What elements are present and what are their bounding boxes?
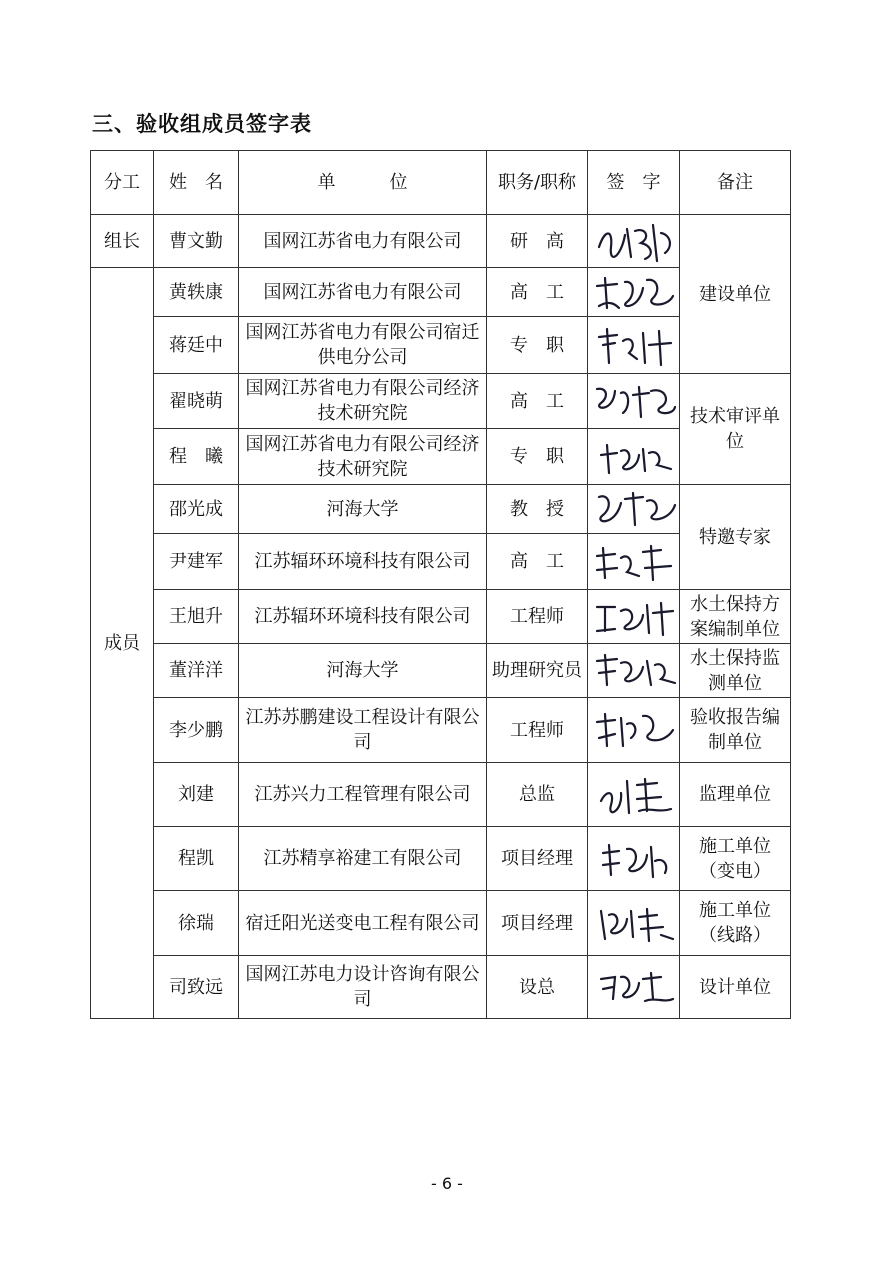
table-row: [91, 590, 791, 644]
signature-cell: [588, 374, 680, 429]
handwritten-signature: [591, 377, 677, 425]
signature-cell: [588, 268, 680, 317]
handwritten-signature: [591, 835, 677, 883]
member-unit: 国网江苏电力设计咨询有限公司: [239, 956, 487, 1019]
signature-cell: [588, 534, 680, 590]
signature-cell: [588, 644, 680, 698]
member-unit: 国网江苏省电力有限公司经济技术研究院: [239, 374, 487, 429]
member-title: 高 工: [487, 374, 588, 429]
table-row: [91, 215, 791, 268]
handwritten-signature: [591, 963, 677, 1011]
handwritten-signature: [591, 485, 677, 533]
handwritten-signature: [591, 268, 677, 316]
remark-tech-review: 技术审评单位: [680, 374, 791, 485]
remark-report: 验收报告编制单位: [680, 698, 791, 763]
member-unit: 江苏苏鹏建设工程设计有限公司: [239, 698, 487, 763]
member-title: 助理研究员: [487, 644, 588, 698]
member-name: 黄轶康: [154, 268, 239, 317]
member-name: 司致远: [154, 956, 239, 1019]
header-role: 分工: [91, 151, 154, 215]
member-unit: 河海大学: [239, 644, 487, 698]
member-name: 翟晓萌: [154, 374, 239, 429]
remark-construction-line: 施工单位（线路）: [680, 891, 791, 956]
member-unit: 江苏辐环环境科技有限公司: [239, 590, 487, 644]
signature-cell: [588, 317, 680, 374]
handwritten-signature: [591, 217, 677, 265]
header-unit: 单 位: [239, 151, 487, 215]
header-signature: 签 字: [588, 151, 680, 215]
remark-soil-monitor: 水土保持监测单位: [680, 644, 791, 698]
signature-table: [90, 150, 791, 1019]
signature-cell: [588, 956, 680, 1019]
table-row: [91, 374, 791, 429]
member-unit: 河海大学: [239, 485, 487, 534]
signature-cell: [588, 429, 680, 485]
member-title: 高 工: [487, 268, 588, 317]
member-title: 专 职: [487, 317, 588, 374]
role-member: 成员: [91, 268, 154, 1019]
remark-construction-substation: 施工单位（变电）: [680, 827, 791, 891]
page-number: - 6 -: [431, 1174, 463, 1193]
remark-design: 设计单位: [680, 956, 791, 1019]
member-name: 王旭升: [154, 590, 239, 644]
signature-cell: [588, 215, 680, 268]
member-title: 高 工: [487, 534, 588, 590]
member-name: 董洋洋: [154, 644, 239, 698]
table-row: [91, 827, 791, 891]
header-row: [91, 151, 791, 215]
handwritten-signature: [591, 706, 677, 754]
member-name: 尹建军: [154, 534, 239, 590]
member-unit: 国网江苏省电力有限公司宿迁供电分公司: [239, 317, 487, 374]
member-unit: 国网江苏省电力有限公司: [239, 215, 487, 268]
member-title: 项目经理: [487, 827, 588, 891]
member-name: 程凯: [154, 827, 239, 891]
table-row: [91, 956, 791, 1019]
member-title: 工程师: [487, 698, 588, 763]
member-name: 徐瑞: [154, 891, 239, 956]
member-unit: 江苏辐环环境科技有限公司: [239, 534, 487, 590]
signature-cell: [588, 698, 680, 763]
remark-soil-plan: 水土保持方案编制单位: [680, 590, 791, 644]
member-title: 专 职: [487, 429, 588, 485]
member-unit: 宿迁阳光送变电工程有限公司: [239, 891, 487, 956]
table-row: [91, 485, 791, 534]
handwritten-signature: [591, 538, 677, 586]
handwritten-signature: [591, 771, 677, 819]
member-name: 曹文勤: [154, 215, 239, 268]
role-leader: 组长: [91, 215, 154, 268]
table-row: [91, 891, 791, 956]
page-title: 三、验收组成员签字表: [92, 112, 312, 136]
member-unit: 江苏精享裕建工有限公司: [239, 827, 487, 891]
member-title: 设总: [487, 956, 588, 1019]
member-title: 教 授: [487, 485, 588, 534]
member-name: 李少鹏: [154, 698, 239, 763]
signature-cell: [588, 485, 680, 534]
handwritten-signature: [591, 321, 677, 369]
member-name: 邵光成: [154, 485, 239, 534]
remark-invited-expert: 特邀专家: [680, 485, 791, 590]
member-unit: 国网江苏省电力有限公司: [239, 268, 487, 317]
table-row: [91, 763, 791, 827]
member-title: 总监: [487, 763, 588, 827]
remark-builder: 建设单位: [680, 215, 791, 374]
header-name: 姓 名: [154, 151, 239, 215]
handwritten-signature: [591, 433, 677, 481]
header-remark: 备注: [680, 151, 791, 215]
member-name: 程 曦: [154, 429, 239, 485]
remark-supervision: 监理单位: [680, 763, 791, 827]
table-row: [91, 698, 791, 763]
member-unit: 国网江苏省电力有限公司经济技术研究院: [239, 429, 487, 485]
member-name: 蒋廷中: [154, 317, 239, 374]
signature-cell: [588, 827, 680, 891]
member-title: 项目经理: [487, 891, 588, 956]
handwritten-signature: [591, 647, 677, 695]
member-title: 工程师: [487, 590, 588, 644]
table-row: [91, 644, 791, 698]
member-unit: 江苏兴力工程管理有限公司: [239, 763, 487, 827]
member-title: 研 高: [487, 215, 588, 268]
handwritten-signature: [591, 899, 677, 947]
handwritten-signature: [591, 593, 677, 641]
signature-cell: [588, 891, 680, 956]
member-name: 刘建: [154, 763, 239, 827]
header-title: 职务/职称: [487, 151, 588, 215]
signature-cell: [588, 763, 680, 827]
signature-cell: [588, 590, 680, 644]
